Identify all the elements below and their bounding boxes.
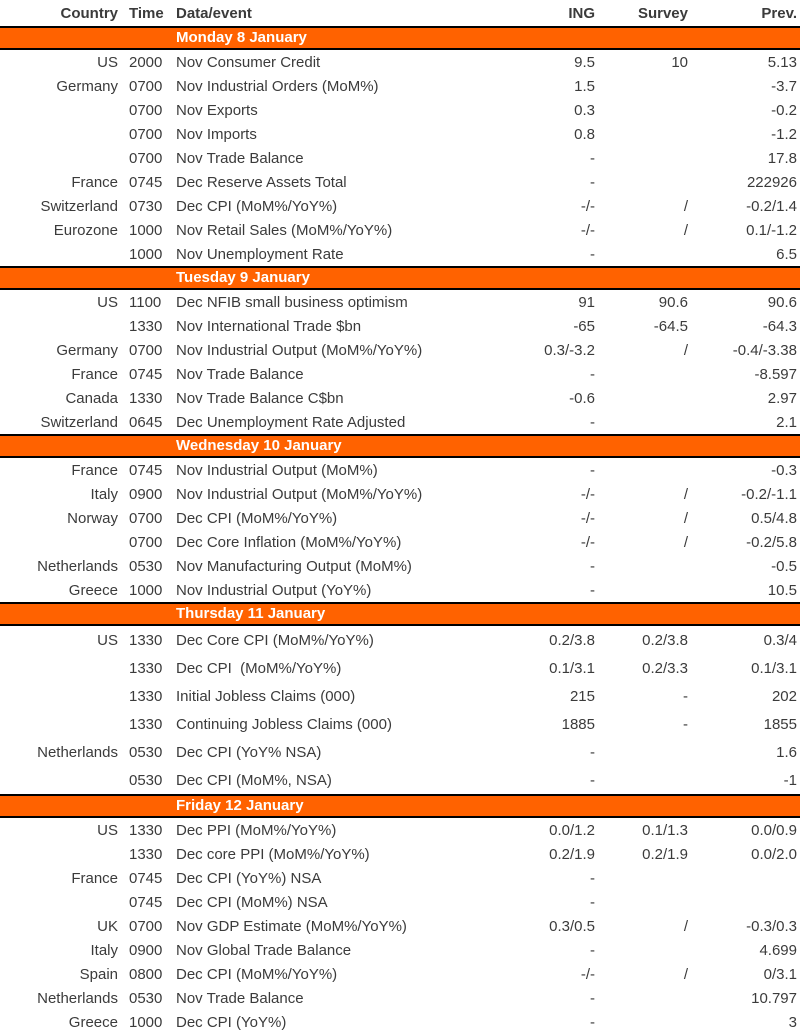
cell-ing: 0.2/3.8 xyxy=(549,631,595,649)
cell-time: 0800 xyxy=(129,965,163,983)
cell-prev: -8.597 xyxy=(754,365,797,383)
cell-prev: -3.7 xyxy=(771,77,797,95)
cell-event: Nov Consumer Credit xyxy=(176,53,321,71)
event-row xyxy=(0,194,800,218)
cell-survey: 0.2/1.9 xyxy=(642,845,688,863)
cell-ing: 9.5 xyxy=(574,53,595,71)
cell-prev: 17.8 xyxy=(767,149,797,167)
day-band: Tuesday 9 January xyxy=(0,266,800,290)
cell-country: Greece xyxy=(68,1013,118,1031)
cell-survey: - xyxy=(683,715,688,733)
cell-prev: 2.1 xyxy=(776,413,797,431)
day-section xyxy=(0,26,800,266)
event-row xyxy=(0,122,800,146)
cell-country: Norway xyxy=(67,509,118,527)
cell-time: 0530 xyxy=(129,771,163,789)
cell-ing: 0.3/-3.2 xyxy=(544,341,595,359)
cell-event: Dec PPI (MoM%/YoY%) xyxy=(176,821,337,839)
cell-prev: 90.6 xyxy=(767,293,797,311)
cell-country: Netherlands xyxy=(37,989,118,1007)
cell-event: Nov GDP Estimate (MoM%/YoY%) xyxy=(176,917,407,935)
cell-prev: 2.97 xyxy=(767,389,797,407)
cell-event: Dec NFIB small business optimism xyxy=(176,293,408,311)
day-section xyxy=(0,794,800,1033)
cell-prev: 0.1/3.1 xyxy=(751,659,797,677)
event-row xyxy=(0,338,800,362)
cell-survey: 10 xyxy=(671,53,688,71)
cell-ing: - xyxy=(590,1013,595,1031)
event-row xyxy=(0,554,800,578)
event-row xyxy=(0,626,800,654)
cell-event: Nov Manufacturing Output (MoM%) xyxy=(176,557,412,575)
cell-prev: 1.6 xyxy=(776,743,797,761)
cell-ing: - xyxy=(590,893,595,911)
event-row xyxy=(0,914,800,938)
cell-time: 1330 xyxy=(129,389,163,407)
day-band: Thursday 11 January xyxy=(0,602,800,626)
event-row xyxy=(0,74,800,98)
cell-country: Italy xyxy=(90,485,118,503)
cell-ing: 0.8 xyxy=(574,125,595,143)
cell-time: 0700 xyxy=(129,77,163,95)
cell-time: 0900 xyxy=(129,941,163,959)
cell-ing: -65 xyxy=(573,317,595,335)
cell-country: US xyxy=(97,821,118,839)
cell-time: 0645 xyxy=(129,413,163,431)
cell-time: 0700 xyxy=(129,533,163,551)
cell-survey: / xyxy=(683,341,688,359)
cell-ing: -/- xyxy=(580,221,595,239)
event-row xyxy=(0,242,800,266)
cell-country: US xyxy=(97,631,118,649)
cell-event: Dec Core Inflation (MoM%/YoY%) xyxy=(176,533,402,551)
event-row xyxy=(0,578,800,602)
cell-prev: -0.5 xyxy=(771,557,797,575)
cell-country: Netherlands xyxy=(37,557,118,575)
cell-ing: 0.2/1.9 xyxy=(549,845,595,863)
cell-event: Nov Industrial Orders (MoM%) xyxy=(176,77,379,95)
event-row xyxy=(0,218,800,242)
cell-event: Dec CPI (YoY%) NSA xyxy=(176,869,322,887)
cell-country: Netherlands xyxy=(37,743,118,761)
cell-ing: - xyxy=(590,149,595,167)
cell-prev: 0/3.1 xyxy=(763,965,797,983)
cell-ing: - xyxy=(590,989,595,1007)
event-row xyxy=(0,986,800,1010)
cell-ing: -/- xyxy=(580,533,595,551)
column-header-country: Country xyxy=(60,4,118,22)
cell-event: Nov Trade Balance xyxy=(176,365,304,383)
cell-prev: -0.2 xyxy=(771,101,797,119)
event-row xyxy=(0,530,800,554)
cell-survey: / xyxy=(683,485,688,503)
cell-ing: 0.1/3.1 xyxy=(549,659,595,677)
cell-prev: -64.3 xyxy=(762,317,797,335)
cell-time: 0530 xyxy=(129,743,163,761)
cell-time: 0530 xyxy=(129,557,163,575)
cell-event: Dec CPI (YoY% NSA) xyxy=(176,743,322,761)
cell-prev: -0.4/-3.38 xyxy=(732,341,797,359)
cell-time: 0900 xyxy=(129,485,163,503)
cell-survey: / xyxy=(683,965,688,983)
cell-prev: -0.3/0.3 xyxy=(746,917,797,935)
column-header-prev: Prev. xyxy=(761,4,797,22)
event-row xyxy=(0,482,800,506)
cell-time: 1330 xyxy=(129,821,163,839)
cell-time: 0700 xyxy=(129,341,163,359)
cell-prev: -1.2 xyxy=(771,125,797,143)
column-header-row xyxy=(0,0,800,26)
event-row xyxy=(0,682,800,710)
cell-survey: / xyxy=(683,509,688,527)
cell-ing: 0.3 xyxy=(574,101,595,119)
cell-ing: 0.3/0.5 xyxy=(549,917,595,935)
cell-survey: 0.1/1.3 xyxy=(642,821,688,839)
column-header-ing: ING xyxy=(568,4,595,22)
cell-event: Nov Trade Balance xyxy=(176,149,304,167)
column-header-data-event: Data/event xyxy=(176,4,252,22)
cell-time: 1330 xyxy=(129,659,163,677)
day-band: Friday 12 January xyxy=(0,794,800,818)
cell-prev: -1 xyxy=(783,771,797,789)
cell-prev: 0.0/0.9 xyxy=(751,821,797,839)
cell-prev: -0.2/1.4 xyxy=(746,197,797,215)
cell-event: Nov Trade Balance xyxy=(176,989,304,1007)
event-row xyxy=(0,962,800,986)
cell-event: Dec CPI (MoM%, NSA) xyxy=(176,771,332,789)
cell-survey: 0.2/3.3 xyxy=(642,659,688,677)
cell-country: France xyxy=(71,173,118,191)
cell-country: US xyxy=(97,53,118,71)
cell-survey: / xyxy=(683,221,688,239)
cell-event: Dec CPI (MoM%/YoY%) xyxy=(176,197,338,215)
cell-time: 0730 xyxy=(129,197,163,215)
cell-event: Continuing Jobless Claims (000) xyxy=(176,715,392,733)
cell-time: 0700 xyxy=(129,509,163,527)
event-row xyxy=(0,506,800,530)
event-row xyxy=(0,314,800,338)
cell-event: Dec Core CPI (MoM%/YoY%) xyxy=(176,631,374,649)
cell-survey: 90.6 xyxy=(658,293,688,311)
column-header-time: Time xyxy=(129,4,164,22)
cell-time: 1000 xyxy=(129,221,163,239)
cell-event: Nov Industrial Output (YoY%) xyxy=(176,581,372,599)
cell-prev: 0.1/-1.2 xyxy=(746,221,797,239)
cell-country: France xyxy=(71,461,118,479)
cell-event: Dec CPI (YoY%) xyxy=(176,1013,287,1031)
cell-ing: - xyxy=(590,581,595,599)
cell-ing: -/- xyxy=(580,485,595,503)
cell-prev: -0.2/-1.1 xyxy=(741,485,797,503)
cell-event: Dec Reserve Assets Total xyxy=(176,173,347,191)
cell-survey: / xyxy=(683,533,688,551)
cell-survey: - xyxy=(683,687,688,705)
cell-event: Nov Trade Balance C$bn xyxy=(176,389,344,407)
cell-time: 1000 xyxy=(129,245,163,263)
cell-ing: - xyxy=(590,743,595,761)
event-row xyxy=(0,890,800,914)
cell-ing: -/- xyxy=(580,965,595,983)
cell-country: US xyxy=(97,293,118,311)
cell-time: 1000 xyxy=(129,581,163,599)
cell-time: 1330 xyxy=(129,687,163,705)
cell-country: Canada xyxy=(65,389,118,407)
cell-country: UK xyxy=(97,917,118,935)
cell-event: Nov Retail Sales (MoM%/YoY%) xyxy=(176,221,393,239)
cell-event: Nov Industrial Output (MoM%/YoY%) xyxy=(176,485,423,503)
event-row xyxy=(0,410,800,434)
event-row xyxy=(0,710,800,738)
cell-country: Greece xyxy=(68,581,118,599)
cell-ing: - xyxy=(590,245,595,263)
cell-event: Dec CPI (MoM%) NSA xyxy=(176,893,328,911)
event-row xyxy=(0,654,800,682)
cell-event: Nov Global Trade Balance xyxy=(176,941,352,959)
cell-time: 0700 xyxy=(129,125,163,143)
cell-prev: 10.797 xyxy=(751,989,797,1007)
cell-time: 1330 xyxy=(129,317,163,335)
cell-ing: 0.0/1.2 xyxy=(549,821,595,839)
event-row xyxy=(0,738,800,766)
cell-country: Switzerland xyxy=(40,413,118,431)
cell-event: Dec Unemployment Rate Adjusted xyxy=(176,413,406,431)
cell-ing: - xyxy=(590,557,595,575)
cell-time: 0700 xyxy=(129,917,163,935)
event-row xyxy=(0,362,800,386)
cell-event: Nov Imports xyxy=(176,125,257,143)
cell-ing: - xyxy=(590,461,595,479)
cell-country: Germany xyxy=(56,77,118,95)
cell-time: 0745 xyxy=(129,893,163,911)
event-row xyxy=(0,766,800,794)
cell-time: 1330 xyxy=(129,715,163,733)
cell-time: 1330 xyxy=(129,845,163,863)
cell-time: 0700 xyxy=(129,101,163,119)
event-row xyxy=(0,290,800,314)
cell-prev: 4.699 xyxy=(759,941,797,959)
cell-event: Dec core PPI (MoM%/YoY%) xyxy=(176,845,370,863)
cell-prev: 1855 xyxy=(763,715,797,733)
cell-ing: - xyxy=(590,941,595,959)
cell-time: 0745 xyxy=(129,365,163,383)
cell-time: 1000 xyxy=(129,1013,163,1031)
cell-event: Nov Unemployment Rate xyxy=(176,245,344,263)
column-header-survey: Survey xyxy=(637,4,688,22)
cell-prev: 5.13 xyxy=(767,53,797,71)
cell-event: Nov Exports xyxy=(176,101,258,119)
cell-prev: -0.2/5.8 xyxy=(746,533,797,551)
event-row xyxy=(0,1010,800,1033)
cell-country: Switzerland xyxy=(40,197,118,215)
cell-event: Initial Jobless Claims (000) xyxy=(176,687,356,705)
cell-time: 1330 xyxy=(129,631,163,649)
event-row xyxy=(0,458,800,482)
cell-event: Nov International Trade $bn xyxy=(176,317,362,335)
cell-event: Dec CPI (MoM%/YoY%) xyxy=(176,509,338,527)
day-band: Wednesday 10 January xyxy=(0,434,800,458)
cell-time: 0530 xyxy=(129,989,163,1007)
cell-event: Nov Industrial Output (MoM%/YoY%) xyxy=(176,341,423,359)
cell-country: Germany xyxy=(56,341,118,359)
cell-ing: - xyxy=(590,365,595,383)
cell-time: 2000 xyxy=(129,53,163,71)
cell-survey: 0.2/3.8 xyxy=(642,631,688,649)
cell-survey: -64.5 xyxy=(653,317,688,335)
cell-prev: 222926 xyxy=(746,173,797,191)
calendar-body xyxy=(0,26,800,1033)
day-band: Monday 8 January xyxy=(0,26,800,50)
event-row xyxy=(0,842,800,866)
cell-ing: 215 xyxy=(569,687,595,705)
cell-ing: - xyxy=(590,771,595,789)
day-section xyxy=(0,434,800,602)
cell-country: Italy xyxy=(90,941,118,959)
cell-ing: - xyxy=(590,413,595,431)
event-row xyxy=(0,866,800,890)
cell-survey: / xyxy=(683,917,688,935)
event-row xyxy=(0,818,800,842)
cell-ing: -0.6 xyxy=(569,389,595,407)
cell-time: 1100 xyxy=(129,293,162,311)
cell-ing: 1885 xyxy=(561,715,595,733)
cell-prev: 202 xyxy=(771,687,797,705)
cell-ing: - xyxy=(590,173,595,191)
event-row xyxy=(0,170,800,194)
cell-event: Dec CPI (MoM%/YoY%) xyxy=(176,659,342,677)
cell-country: Spain xyxy=(79,965,118,983)
cell-country: Eurozone xyxy=(53,221,118,239)
cell-prev: 3 xyxy=(788,1013,797,1031)
cell-time: 0745 xyxy=(129,461,163,479)
cell-event: Nov Industrial Output (MoM%) xyxy=(176,461,378,479)
day-section xyxy=(0,266,800,434)
cell-prev: 10.5 xyxy=(767,581,797,599)
cell-survey: / xyxy=(683,197,688,215)
cell-prev: 0.3/4 xyxy=(763,631,797,649)
event-row xyxy=(0,938,800,962)
cell-ing: - xyxy=(590,869,595,887)
event-row xyxy=(0,50,800,74)
cell-time: 0700 xyxy=(129,149,163,167)
cell-ing: 1.5 xyxy=(574,77,595,95)
cell-event: Dec CPI (MoM%/YoY%) xyxy=(176,965,338,983)
cell-prev: 0.0/2.0 xyxy=(751,845,797,863)
cell-country: France xyxy=(71,365,118,383)
cell-time: 0745 xyxy=(129,173,163,191)
cell-ing: -/- xyxy=(580,197,595,215)
cell-prev: -0.3 xyxy=(771,461,797,479)
day-section xyxy=(0,602,800,794)
event-row xyxy=(0,146,800,170)
event-row xyxy=(0,386,800,410)
cell-prev: 0.5/4.8 xyxy=(751,509,797,527)
event-row xyxy=(0,98,800,122)
cell-country: France xyxy=(71,869,118,887)
cell-ing: 91 xyxy=(578,293,595,311)
cell-time: 0745 xyxy=(129,869,163,887)
cell-prev: 6.5 xyxy=(776,245,797,263)
cell-ing: -/- xyxy=(580,509,595,527)
